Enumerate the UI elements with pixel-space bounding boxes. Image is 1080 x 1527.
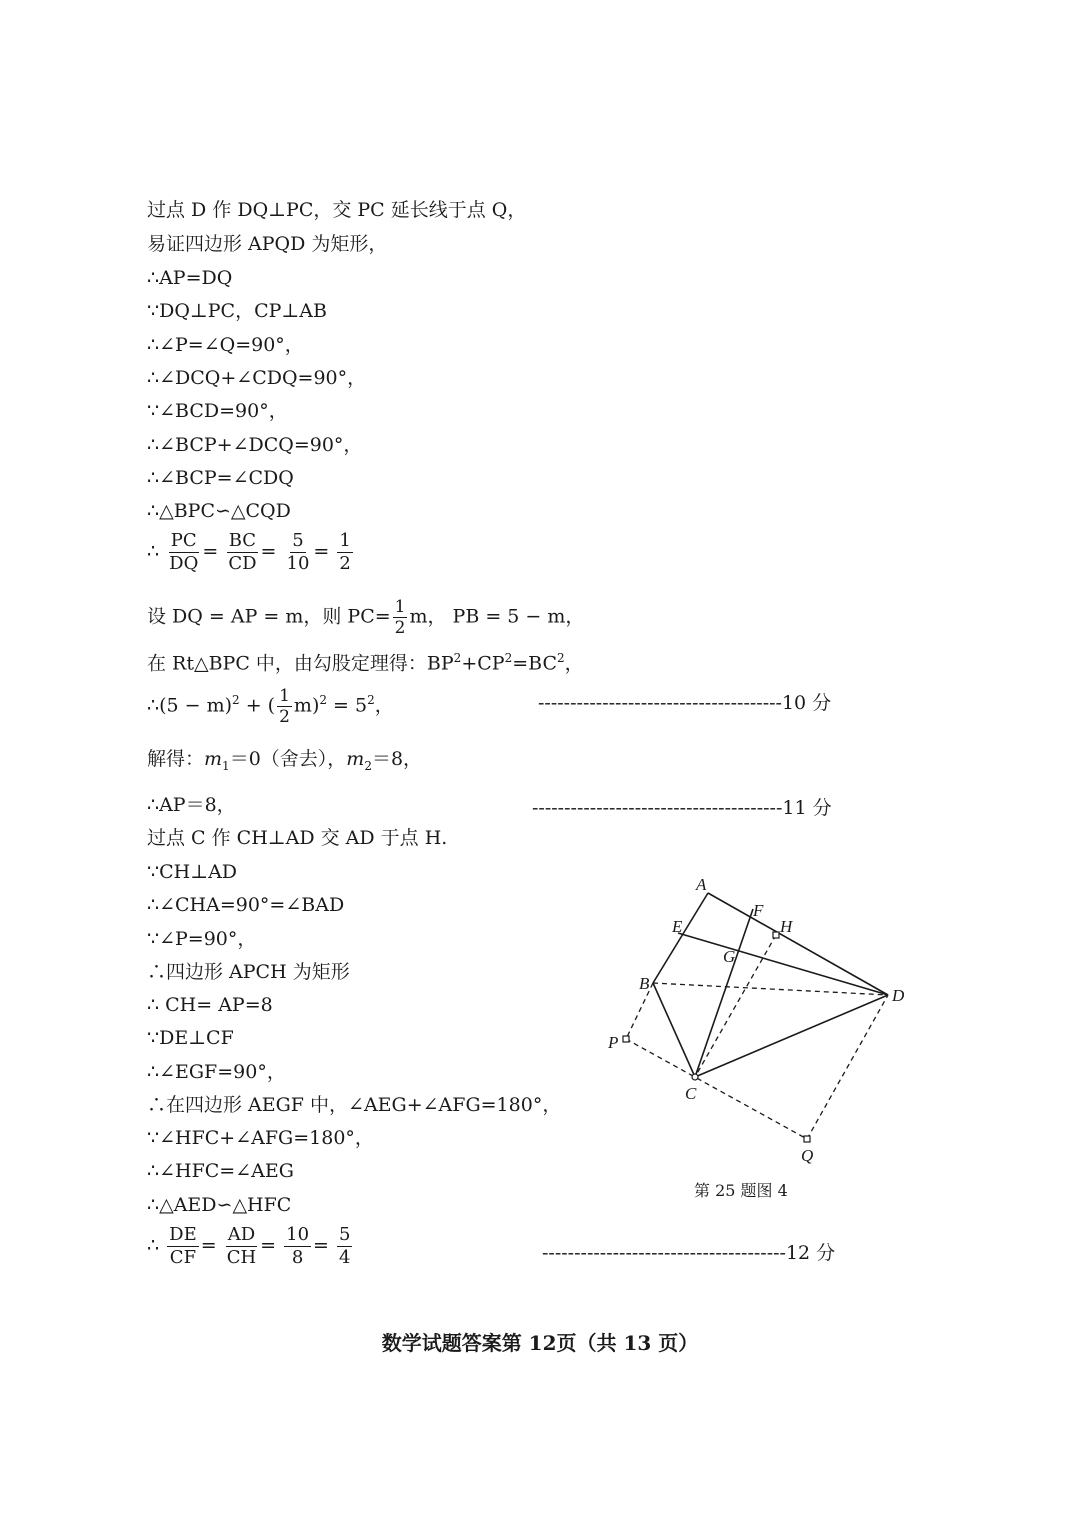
line-ch: 过点 C 作 CH⊥AD 交 AD 于点 H. xyxy=(147,827,448,849)
line-ch-ad: ∵CH⊥AD xyxy=(147,861,238,883)
score-12: --------------------------------------12 分 xyxy=(542,1242,836,1264)
figure-caption: 第 25 题图 4 xyxy=(694,1181,788,1200)
label-f: F xyxy=(753,901,764,920)
line-5: ∴∠P=∠Q=90°， xyxy=(147,334,304,356)
let-m-line: 设 DQ = AP = m，则 PC= $\frac{1}{2}$ m， PB = 5 − m， xyxy=(147,597,585,638)
page-footer: 数学试题答案第 12页（共 13 页） xyxy=(381,1331,699,1355)
right-angle-h xyxy=(773,932,779,938)
line-ap-8: ∴AP＝8， xyxy=(147,794,236,816)
label-a: A xyxy=(696,875,707,894)
line-6: ∴∠DCQ+∠CDQ=90°， xyxy=(147,367,367,389)
label-c: C xyxy=(685,1084,697,1103)
line-10: ∴△BPC∽△CQD xyxy=(147,500,291,522)
line-cha: ∴∠CHA=90°=∠BAD xyxy=(147,894,345,916)
line-8: ∴∠BCP+∠DCQ=90°， xyxy=(147,434,363,456)
line-2: 易证四边形 APQD 为矩形， xyxy=(147,233,388,255)
right-angle-q xyxy=(804,1136,810,1142)
label-e: E xyxy=(672,917,683,936)
line-de-cf: ∵DE⊥CF xyxy=(147,1027,234,1049)
label-g: G xyxy=(723,947,736,966)
label-d: D xyxy=(892,986,905,1005)
ratio-equation-2: ∴ $\frac{DE}{CF}$ = $\frac{AD}{CH}$ = $\frac{10}{8}$ = $\frac{5}{4}$ xyxy=(147,1224,351,1268)
line-p90: ∵∠P=90°， xyxy=(147,928,257,950)
label-h: H xyxy=(780,917,793,936)
line-similar: ∴△AED∽△HFC xyxy=(147,1194,292,1216)
line-hfc-afg: ∵∠HFC+∠AFG=180°， xyxy=(147,1127,374,1149)
point-c-marker xyxy=(692,1074,698,1080)
line-ch-ap: ∴ CH= AP=8 xyxy=(147,994,273,1016)
pythagoras-line: 在 Rt△BPC 中，由勾股定理得：$BP^2+CP^2=BC^2$， xyxy=(147,651,584,675)
line-7: ∵∠BCD=90°， xyxy=(147,400,288,422)
label-q: Q xyxy=(801,1146,814,1165)
quadratic-equation: ∴(5 − m)$^2$ + ( $\frac{1}{2}$ $m)^2 = 5^2$， xyxy=(147,686,394,727)
label-b: B xyxy=(639,974,650,993)
line-9: ∴∠BCP=∠CDQ xyxy=(147,467,294,489)
line-4: ∵DQ⊥PC，CP⊥AB xyxy=(147,300,327,322)
ratio-equation-1: ∴ $\frac{PC}{DQ}$ = $\frac{BC}{CD}$ = $\frac{5}{10}$ = $\frac{1}{2}$ xyxy=(147,530,351,574)
geometry-figure xyxy=(590,865,920,1175)
label-p: P xyxy=(608,1033,619,1052)
line-aegf: ∴在四边形 AEGF 中，∠AEG+∠AFG=180°， xyxy=(147,1094,562,1116)
line-apch: ∴四边形 APCH 为矩形 xyxy=(147,961,350,983)
line-egf: ∴∠EGF=90°， xyxy=(147,1061,286,1083)
score-11: ---------------------------------------11 分 xyxy=(532,797,832,819)
line-3: ∴AP=DQ xyxy=(147,267,233,289)
solve-line: 解得：$m_1=0$（舍去），$m_2=8$， xyxy=(147,748,423,773)
line-1: 过点 D 作 DQ⊥PC，交 PC 延长线于点 Q， xyxy=(147,199,527,221)
line-hfc-aeg: ∴∠HFC=∠AEG xyxy=(147,1160,294,1182)
right-angle-p xyxy=(623,1036,629,1042)
score-10: --------------------------------------10 分 xyxy=(538,692,832,714)
